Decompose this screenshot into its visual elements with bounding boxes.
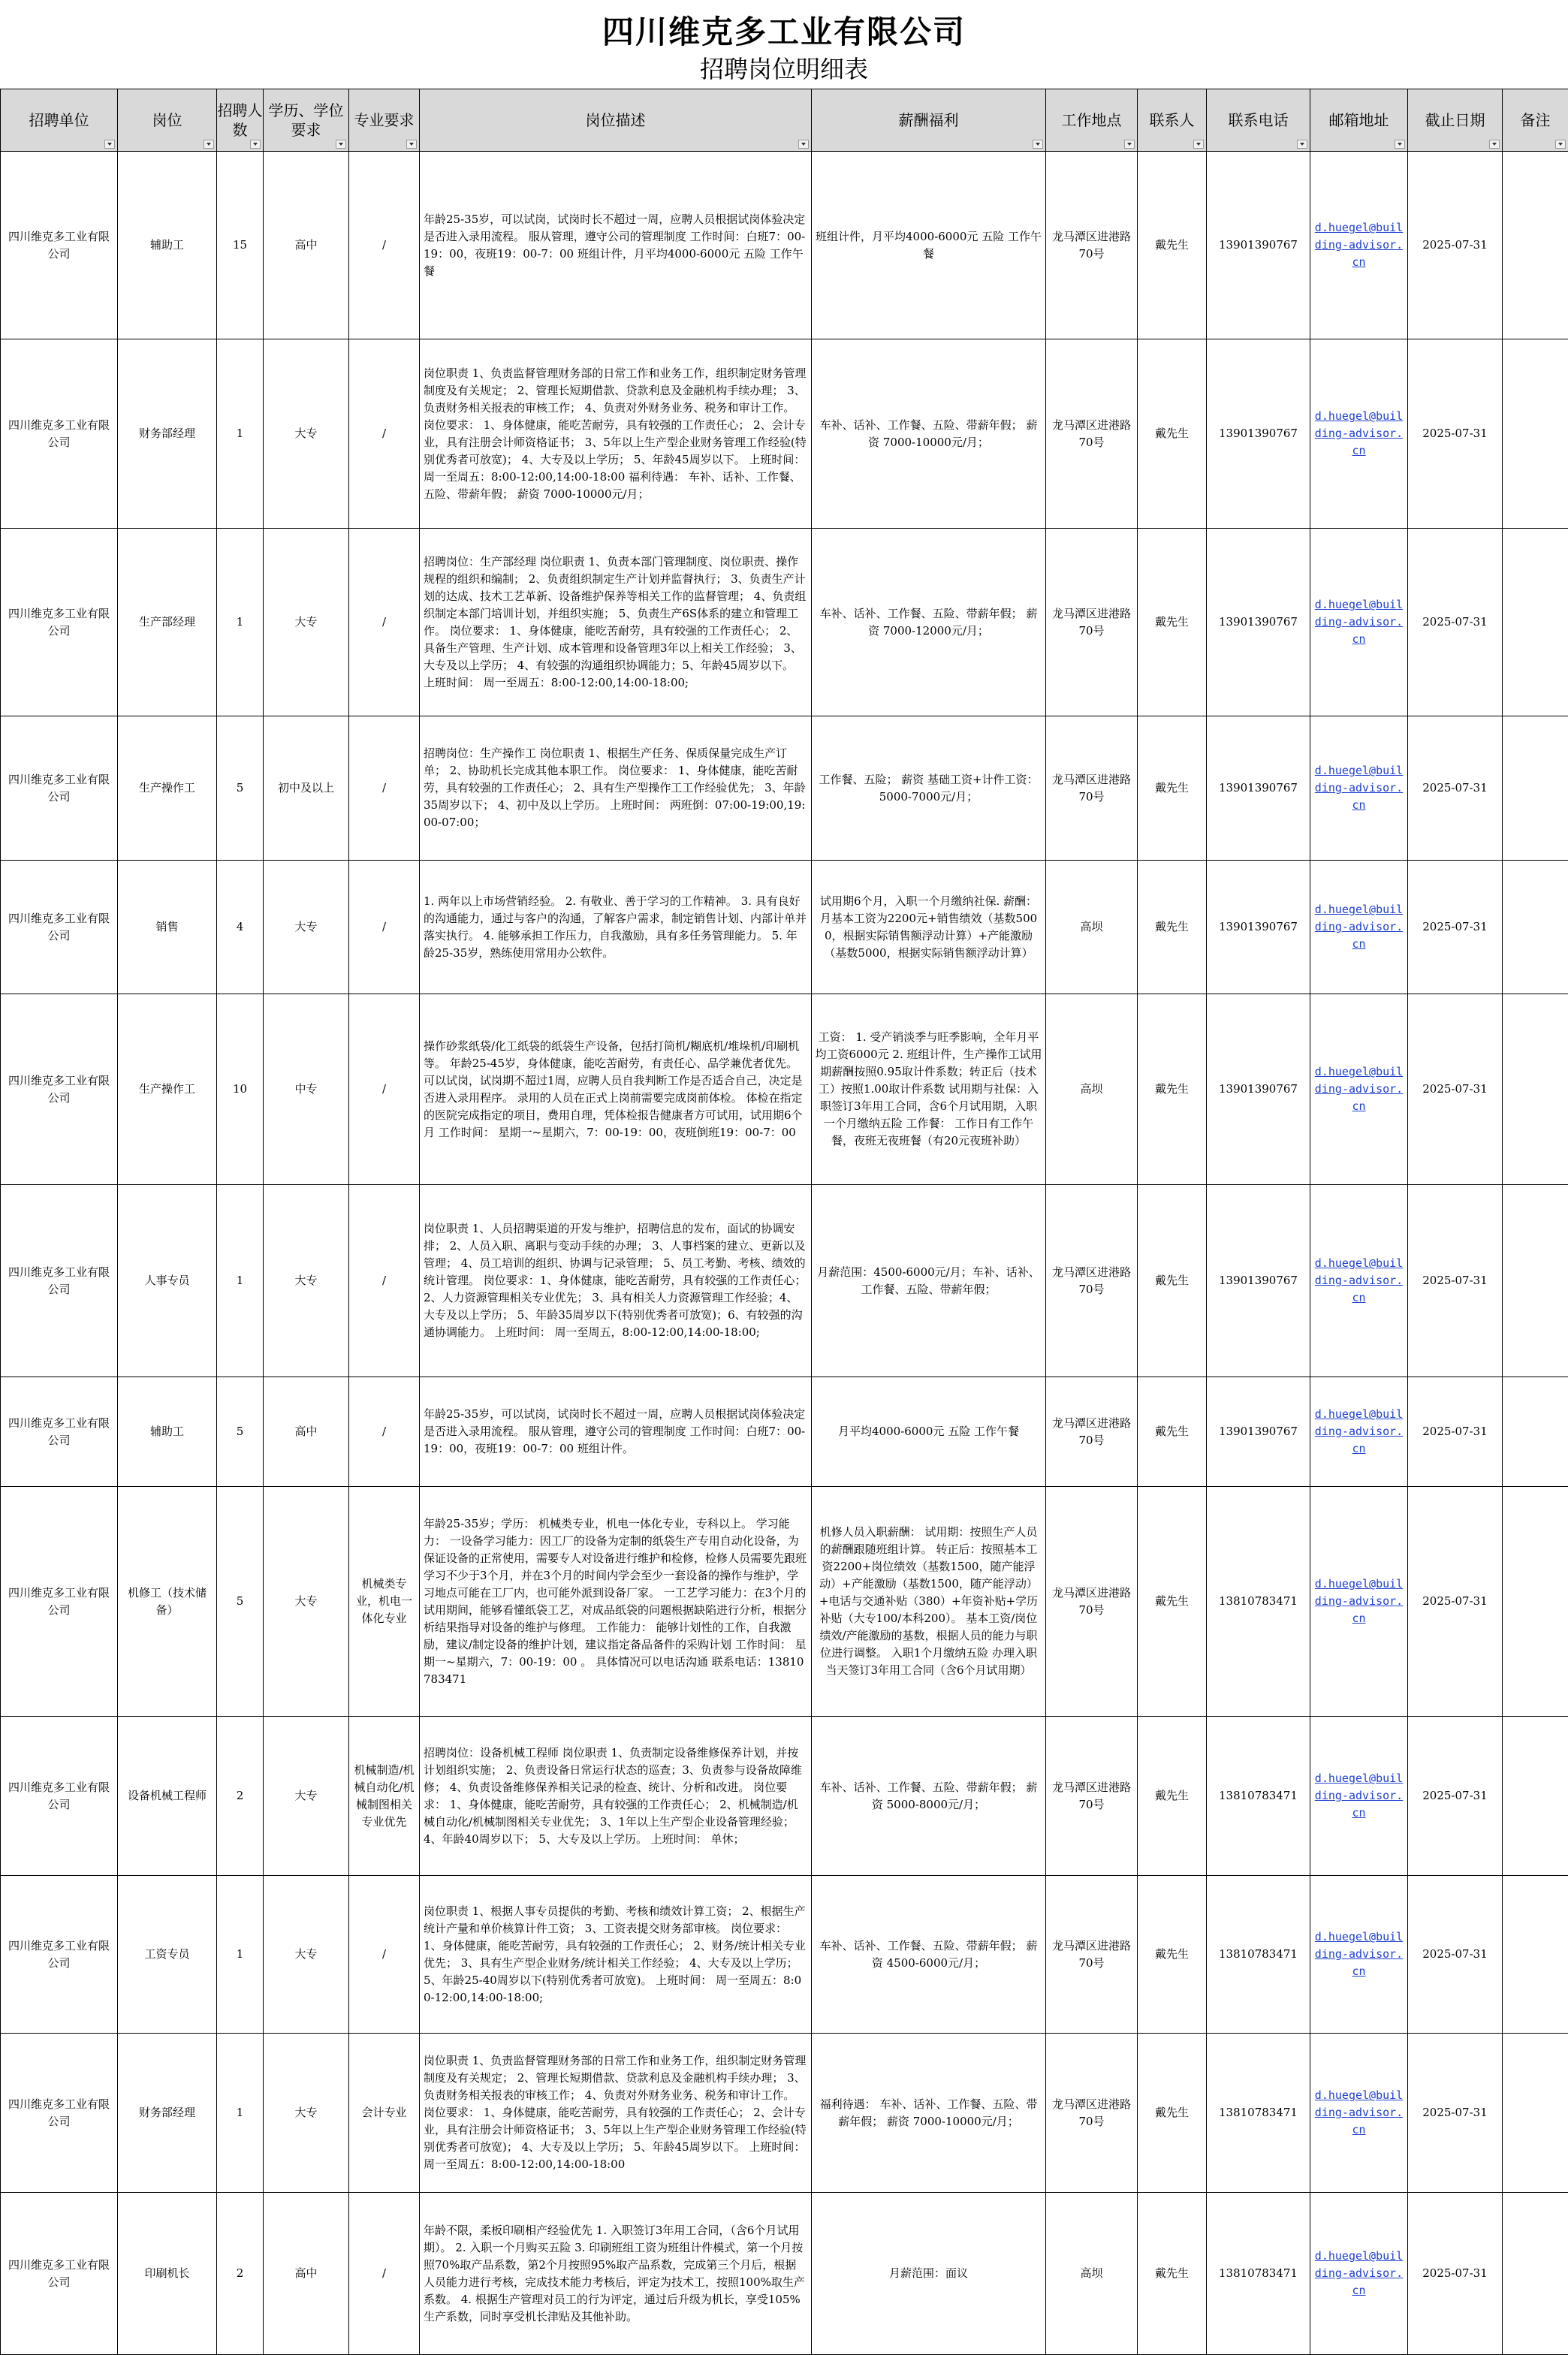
location-cell[interactable]: 龙马潭区进港路70号 [1046, 2034, 1138, 2193]
table-row [1, 994, 1568, 1185]
column-header-description[interactable] [420, 89, 812, 152]
location-cell[interactable]: 龙马潭区进港路70号 [1046, 152, 1138, 339]
description-cell[interactable]: 操作砂浆纸袋/化工纸袋的纸袋生产设备，包括打筒机/糊底机/堆垛机/印刷机等。 年龄25-45岁，身体健康，能吃苦耐劳，有责任心、品学兼优者优先。 可以试岗，试岗期不超过1周，应聘人员自我判断工作是否适合自己，决定是否进入录用程序。 录用的人员在正式上岗前需要完成岗前体检。 体检在指定的医院完成指定的项目，费用自理，凭体检报告健康者方可试用，试用期6个月 工作时间： 星期一~星期六，7：00-19：00，夜班倒班19：00-7：00 [420, 994, 812, 1185]
table-row [1, 152, 1568, 339]
table-row [1, 1377, 1568, 1487]
column-header-major[interactable] [349, 89, 420, 152]
salary-cell[interactable]: 月平均4000-6000元 五险 工作午餐 [812, 1377, 1046, 1487]
email-cell[interactable] [1310, 529, 1408, 716]
column-header-count[interactable] [217, 89, 264, 152]
column-header-label: 工作地点 [1062, 111, 1122, 129]
description-cell[interactable]: 招聘岗位：生产操作工 岗位职责 1、根据生产任务、保质保量完成生产订单； 2、协助机长完成其他本职工作。 岗位要求： 1、身体健康，能吃苦耐劳，具有较强的工作责任心； 2、具有生产型操作工工作经验优先； 3、年龄35周岁以下； 4、初中及以上学历。 上班时间： 两班倒：07:00-19:00,19:00-07:00； [420, 716, 812, 861]
column-header-position[interactable] [118, 89, 217, 152]
column-header-unit[interactable] [1, 89, 118, 152]
unit-cell[interactable]: 四川维克多工业有限公司 [1, 1717, 118, 1876]
description-cell[interactable]: 岗位职责 1、根据人事专员提供的考勤、考核和绩效计算工资； 2、根据生产统计产量和单价核算计件工资； 3、工资表提交财务部审核。 岗位要求： 1、身体健康，能吃苦耐劳，具有较强的工作责任心； 2、财务/统计相关专业优先； 3、具有生产型企业财务/统计相关工作经验； 4、大专及以上学历； 5、年龄25-40周岁以下(特别优秀者可放宽)。 上班时间： 周一至周五：8:00-12:00,14:00-18:00; [420, 1876, 812, 2034]
major-cell[interactable]: / [349, 152, 420, 339]
deadline-cell[interactable]: 2025-07-31 [1408, 994, 1503, 1185]
location-cell[interactable]: 龙马潭区进港路70号 [1046, 1487, 1138, 1717]
location-cell[interactable]: 龙马潭区进港路70号 [1046, 1717, 1138, 1876]
email-cell[interactable] [1310, 1487, 1408, 1717]
note-cell[interactable] [1503, 2034, 1568, 2193]
contact-cell[interactable]: 戴先生 [1138, 1717, 1207, 1876]
email-cell[interactable] [1310, 339, 1408, 529]
deadline-cell[interactable]: 2025-07-31 [1408, 861, 1503, 994]
salary-cell[interactable]: 班组计件，月平均4000-6000元 五险 工作午餐 [812, 152, 1046, 339]
count-cell[interactable]: 2 [217, 1717, 264, 1876]
email-cell[interactable] [1310, 716, 1408, 861]
deadline-cell[interactable]: 2025-07-31 [1408, 529, 1503, 716]
email-link[interactable]: d.huegel@building-advisor.cn [1315, 598, 1403, 646]
major-cell[interactable]: / [349, 994, 420, 1185]
unit-cell[interactable]: 四川维克多工业有限公司 [1, 2193, 118, 2355]
count-cell[interactable]: 5 [217, 1377, 264, 1487]
column-header-deadline[interactable] [1408, 89, 1503, 152]
deadline-cell[interactable]: 2025-07-31 [1408, 1717, 1503, 1876]
note-cell[interactable] [1503, 1185, 1568, 1377]
contact-cell[interactable]: 戴先生 [1138, 1185, 1207, 1377]
filter-dropdown-icon[interactable] [1555, 140, 1566, 149]
position-cell[interactable]: 人事专员 [118, 1185, 217, 1377]
education-cell[interactable]: 大专 [264, 339, 349, 529]
count-cell[interactable]: 10 [217, 994, 264, 1185]
description-cell[interactable]: 岗位职责 1、负责监督管理财务部的日常工作和业务工作，组织制定财务管理制度及有关规定； 2、管理长短期借款、贷款利息及金融机构手续办理； 3、负责财务相关报表的审核工作； 4、负责对外财务业务、税务和审计工作。 岗位要求： 1、身体健康，能吃苦耐劳，具有较强的工作责任心； 2、会计专业，具有注册会计师资格证书； 3、5年以上生产型企业财务管理工作经验(特别优秀者可放宽)； 4、大专及以上学历； 5、年龄45周岁以下。 上班时间： 周一至周五：8:00-12:00,14:00-18:00 福利待遇： 车补、话补、工作餐、五险、带薪年假； 薪资 7000-10000元/月； [420, 339, 812, 529]
salary-cell[interactable]: 工作餐、五险； 薪资 基础工资+计件工资： 5000-7000元/月； [812, 716, 1046, 861]
description-cell[interactable]: 年龄25-35岁，可以试岗，试岗时长不超过一周，应聘人员根据试岗体验决定是否进入录用流程。 服从管理，遵守公司的管理制度 工作时间：白班7：00-19：00，夜班19：00-7：00 班组计件，月平均4000-6000元 五险 工作午餐 [420, 152, 812, 339]
deadline-cell[interactable]: 2025-07-31 [1408, 1185, 1503, 1377]
description-cell[interactable]: 岗位职责 1、人员招聘渠道的开发与维护，招聘信息的发布，面试的协调安排； 2、人员入职、离职与变动手续的办理； 3、人事档案的建立、更新以及管理； 4、员工培训的组织、协调与记录管理； 5、员工考勤、考核、绩效的统计管理。 岗位要求：1、身体健康，能吃苦耐劳，具有较强的工作责任心； 2、人力资源管理相关专业优先； 3、具有相关人力资源管理工作经验；4、大专及以上学历； 5、年龄35周岁以下(特别优秀者可放宽)；6、有较强的沟通协调能力。 上班时间： 周一至周五，8:00-12:00,14:00-18:00; [420, 1185, 812, 1377]
salary-cell[interactable]: 月薪范围：4500-6000元/月；车补、话补、工作餐、五险、带薪年假； [812, 1185, 1046, 1377]
page-title: 四川维克多工业有限公司 [0, 14, 1568, 51]
column-header-label: 岗位描述 [586, 111, 646, 129]
email-link[interactable]: d.huegel@building-advisor.cn [1315, 1577, 1403, 1625]
column-header-label: 联系人 [1150, 111, 1195, 129]
job-table [0, 89, 1568, 2355]
filter-dropdown-icon[interactable] [798, 140, 809, 149]
count-cell[interactable]: 1 [217, 1185, 264, 1377]
unit-cell[interactable]: 四川维克多工业有限公司 [1, 716, 118, 861]
filter-dropdown-icon[interactable] [250, 140, 261, 149]
count-cell[interactable]: 1 [217, 529, 264, 716]
count-cell[interactable]: 2 [217, 2193, 264, 2355]
phone-cell[interactable]: 13901390767 [1207, 1185, 1310, 1377]
filter-dropdown-icon[interactable] [1489, 140, 1500, 149]
email-link[interactable]: d.huegel@building-advisor.cn [1315, 1930, 1403, 1978]
position-cell[interactable]: 辅助工 [118, 1377, 217, 1487]
salary-cell[interactable]: 试用期6个月，入职一个月缴纳社保. 薪酬： 月基本工资为2200元+销售绩效（基数5000，根据实际销售额浮动计算）+产能激励（基数5000，根据实际销售额浮动计算） [812, 861, 1046, 994]
contact-cell[interactable]: 戴先生 [1138, 1876, 1207, 2034]
filter-dropdown-icon[interactable] [1395, 140, 1405, 149]
location-cell[interactable]: 龙马潭区进港路70号 [1046, 716, 1138, 861]
column-header-label: 邮箱地址 [1329, 111, 1389, 129]
column-header-phone[interactable] [1207, 89, 1310, 152]
column-header-label: 截止日期 [1425, 111, 1485, 129]
position-cell[interactable]: 设备机械工程师 [118, 1717, 217, 1876]
location-cell[interactable]: 龙马潭区进港路70号 [1046, 529, 1138, 716]
column-header-label: 专业要求 [354, 111, 415, 129]
note-cell[interactable] [1503, 1487, 1568, 1717]
email-cell[interactable] [1310, 1717, 1408, 1876]
description-cell[interactable]: 年龄25-35岁；学历： 机械类专业，机电一体化专业，专科以上。 学习能力： 一设备学习能力：因工厂的设备为定制的纸袋生产专用自动化设备，为保证设备的正常使用，需要专人对设备进行维护和检修，检修人员需要先跟班学习不少于3个月，并在3个月的时间内学会至少一套设备的操作与维护，学习地点可能在工厂内，也可能外派到设备厂家。 一工艺学习能力：在3个月的试用期间，能够看懂纸袋工艺，对成品纸袋的问题根据缺陷进行分析，根据分析结果指导对设备的维护与修理。 工作能力： 能够计划性的工作，自我激励，建议/制定设备的维护计划，建议指定备品备件的采购计划 工作时间： 星期一~星期六，7：00-19：00 。 具体情况可以电话沟通 联系电话：13810783471 [420, 1487, 812, 1717]
column-header-salary[interactable] [812, 89, 1046, 152]
column-header-label: 岗位 [152, 111, 182, 129]
note-cell[interactable] [1503, 152, 1568, 339]
filter-dropdown-icon[interactable] [104, 140, 115, 149]
major-cell[interactable]: 机械制造/机械自动化/机械制图相关专业优先 [349, 1717, 420, 1876]
table-row [1, 1487, 1568, 1717]
email-cell[interactable] [1310, 1185, 1408, 1377]
contact-cell[interactable]: 戴先生 [1138, 2034, 1207, 2193]
column-header-contact[interactable] [1138, 89, 1207, 152]
count-cell[interactable]: 5 [217, 1487, 264, 1717]
contact-cell[interactable]: 戴先生 [1138, 994, 1207, 1185]
filter-dropdown-icon[interactable] [406, 140, 417, 149]
table-row [1, 861, 1568, 994]
phone-cell[interactable]: 13901390767 [1207, 529, 1310, 716]
salary-cell[interactable]: 月薪范围：面议 [812, 2193, 1046, 2355]
description-cell[interactable]: 1. 两年以上市场营销经验。 2. 有敬业、善于学习的工作精神。 3. 具有良好的沟通能力，通过与客户的沟通，了解客户需求，制定销售计划、内部计单并落实执行。 4. 能够承担工作压力，自我激励，具有多任务管理能力。 5. 年龄25-35岁，熟练使用常用办公软件。 [420, 861, 812, 994]
education-cell[interactable]: 大专 [264, 1717, 349, 1876]
column-header-label: 备注 [1521, 111, 1551, 129]
unit-cell[interactable]: 四川维克多工业有限公司 [1, 152, 118, 339]
salary-cell[interactable]: 工资： 1. 受产销淡季与旺季影响，全年月平均工资6000元 2. 班组计件，生产操作工试用期薪酬按照0.95取计件系数；转正后（技术工）按照1.00取计件系数 试用期与社保：入职签订3年用工合同，含6个月试用期，入职一个月缴纳五险 工作餐： 工作日有工作午餐，夜班无夜班餐（有20元夜班补助） [812, 994, 1046, 1185]
education-cell[interactable]: 大专 [264, 1876, 349, 2034]
contact-cell[interactable]: 戴先生 [1138, 1487, 1207, 1717]
education-cell[interactable]: 中专 [264, 994, 349, 1185]
location-cell[interactable]: 高坝 [1046, 2193, 1138, 2355]
unit-cell[interactable]: 四川维克多工业有限公司 [1, 1185, 118, 1377]
phone-cell[interactable]: 13810783471 [1207, 2034, 1310, 2193]
phone-cell[interactable]: 13901390767 [1207, 716, 1310, 861]
contact-cell[interactable]: 戴先生 [1138, 716, 1207, 861]
note-cell[interactable] [1503, 861, 1568, 994]
note-cell[interactable] [1503, 2193, 1568, 2355]
table-row [1, 716, 1568, 861]
education-cell[interactable]: 大专 [264, 1487, 349, 1717]
email-link[interactable]: d.huegel@building-advisor.cn [1315, 221, 1403, 269]
unit-cell[interactable]: 四川维克多工业有限公司 [1, 861, 118, 994]
table-row [1, 1717, 1568, 1876]
unit-cell[interactable]: 四川维克多工业有限公司 [1, 2034, 118, 2193]
email-link[interactable]: d.huegel@building-advisor.cn [1315, 1772, 1403, 1820]
email-link[interactable]: d.huegel@building-advisor.cn [1315, 2088, 1403, 2136]
salary-cell[interactable]: 福利待遇： 车补、话补、工作餐、五险、带薪年假； 薪资 7000-10000元/月； [812, 2034, 1046, 2193]
description-cell[interactable]: 招聘岗位：设备机械工程师 岗位职责 1、负责制定设备维修保养计划，并按计划组织实施； 2、负责设备日常运行状态的巡查；3、负责参与设备故障维修； 4、负责设备维修保养相关记录的检查、统计、分析和改进。 岗位要求： 1、身体健康，能吃苦耐劳，具有较强的工作责任心； 2、机械制造/机械自动化/机械制图相关专业优先； 3、1年以上生产型企业设备管理经验； 4、年龄40周岁以下； 5、大专及以上学历。 上班时间： 单休； [420, 1717, 812, 1876]
table-row [1, 2193, 1568, 2355]
column-header-label: 学历、学位要求 [269, 101, 344, 139]
email-cell[interactable] [1310, 861, 1408, 994]
deadline-cell[interactable]: 2025-07-31 [1408, 2193, 1503, 2355]
salary-cell[interactable]: 机修人员入职薪酬： 试用期：按照生产人员的薪酬跟随班组计算。 转正后：按照基本工资2200+岗位绩效（基数1500，随产能浮动）+产能激励（基数1500，随产能浮动）+电话与交通补贴（380）+年资补贴+学历补贴（大专100/本科200）。 基本工资/岗位绩效/产能激励的基数，根据人员的能力与职位进行调整。 入职1个月缴纳五险 办理入职当天签订3年用工合同（含6个月试用期） [812, 1487, 1046, 1717]
phone-cell[interactable]: 13901390767 [1207, 339, 1310, 529]
unit-cell[interactable]: 四川维克多工业有限公司 [1, 1876, 118, 2034]
email-link[interactable]: d.huegel@building-advisor.cn [1315, 1256, 1403, 1304]
column-header-email[interactable] [1310, 89, 1408, 152]
count-cell[interactable]: 1 [217, 2034, 264, 2193]
filter-dropdown-icon[interactable] [1033, 140, 1043, 149]
email-cell[interactable] [1310, 1377, 1408, 1487]
table-row [1, 529, 1568, 716]
phone-cell[interactable]: 13810783471 [1207, 2193, 1310, 2355]
salary-cell[interactable]: 车补、话补、工作餐、五险、带薪年假； 薪资 5000-8000元/月； [812, 1717, 1046, 1876]
unit-cell[interactable]: 四川维克多工业有限公司 [1, 1487, 118, 1717]
education-cell[interactable]: 大专 [264, 1185, 349, 1377]
email-link[interactable]: d.huegel@building-advisor.cn [1315, 1407, 1403, 1455]
table-row [1, 2034, 1568, 2193]
email-link[interactable]: d.huegel@building-advisor.cn [1315, 409, 1403, 457]
email-cell[interactable] [1310, 2193, 1408, 2355]
phone-cell[interactable]: 13901390767 [1207, 861, 1310, 994]
deadline-cell[interactable]: 2025-07-31 [1408, 2034, 1503, 2193]
phone-cell[interactable]: 13810783471 [1207, 1876, 1310, 2034]
column-header-education[interactable] [264, 89, 349, 152]
column-header-label: 招聘单位 [29, 111, 89, 129]
filter-dropdown-icon[interactable] [1297, 140, 1307, 149]
phone-cell[interactable]: 13901390767 [1207, 152, 1310, 339]
contact-cell[interactable]: 戴先生 [1138, 2193, 1207, 2355]
deadline-cell[interactable]: 2025-07-31 [1408, 716, 1503, 861]
education-cell[interactable]: 高中 [264, 152, 349, 339]
note-cell[interactable] [1503, 994, 1568, 1185]
count-cell[interactable]: 15 [217, 152, 264, 339]
deadline-cell[interactable]: 2025-07-31 [1408, 1487, 1503, 1717]
column-header-label: 薪酬福利 [899, 111, 959, 129]
phone-cell[interactable]: 13810783471 [1207, 1717, 1310, 1876]
email-cell[interactable] [1310, 2034, 1408, 2193]
major-cell[interactable]: / [349, 1876, 420, 2034]
position-cell[interactable]: 财务部经理 [118, 339, 217, 529]
major-cell[interactable]: 机械类专业，机电一体化专业 [349, 1487, 420, 1717]
major-cell[interactable]: / [349, 861, 420, 994]
column-header-label: 联系电话 [1229, 111, 1289, 129]
position-cell[interactable]: 印刷机长 [118, 2193, 217, 2355]
table-body [1, 152, 1568, 2355]
phone-cell[interactable]: 13810783471 [1207, 1487, 1310, 1717]
contact-cell[interactable]: 戴先生 [1138, 1377, 1207, 1487]
description-cell[interactable]: 招聘岗位：生产部经理 岗位职责 1、负责本部门管理制度、岗位职责、操作规程的组织和编制； 2、负责组织制定生产计划并监督执行； 3、负责生产计划的达成、技术工艺革新、设备维护保养等相关工作的监督管理； 4、负责组织制定本部门培训计划，并组织实施； 5、负责生产6S体系的建立和管理工作。 岗位要求： 1、身体健康，能吃苦耐劳，具有较强的工作责任心； 2、具备生产管理、生产计划、成本管理和设备管理3年以上相关工作经验； 3、大专及以上学历； 4、有较强的沟通组织协调能力；5、年龄45周岁以下。 上班时间： 周一至周五：8:00-12:00,14:00-18:00; [420, 529, 812, 716]
unit-cell[interactable]: 四川维克多工业有限公司 [1, 1377, 118, 1487]
table-row [1, 1876, 1568, 2034]
education-cell[interactable]: 高中 [264, 2193, 349, 2355]
salary-cell[interactable]: 车补、话补、工作餐、五险、带薪年假； 薪资 7000-12000元/月； [812, 529, 1046, 716]
column-header-note[interactable] [1503, 89, 1568, 152]
location-cell[interactable]: 高坝 [1046, 994, 1138, 1185]
contact-cell[interactable]: 戴先生 [1138, 152, 1207, 339]
filter-dropdown-icon[interactable] [204, 140, 214, 149]
note-cell[interactable] [1503, 529, 1568, 716]
major-cell[interactable]: / [349, 716, 420, 861]
position-cell[interactable]: 机修工（技术储备） [118, 1487, 217, 1717]
header-row [1, 89, 1568, 152]
deadline-cell[interactable]: 2025-07-31 [1408, 152, 1503, 339]
description-cell[interactable]: 年龄25-35岁，可以试岗，试岗时长不超过一周，应聘人员根据试岗体验决定是否进入录用流程。 服从管理，遵守公司的管理制度 工作时间：白班7：00-19：00，夜班19：00-7：00 班组计件。 [420, 1377, 812, 1487]
unit-cell[interactable]: 四川维克多工业有限公司 [1, 529, 118, 716]
description-cell[interactable]: 年龄不限，柔板印刷相产经验优先 1. 入职签订3年用工合同，（含6个月试用期）。 2. 入职一个月购买五险 3. 印刷班组工资为班组计件模式，第一个月按照70%取产品系数，第2个月按照95%取产品系数，完成第三个月后，根据人员能力进行考核，完成技术能力考核后，评定为技术工，按照100%取生产系数。 4. 根据生产管理对员工的行为评定，通过后升级为机长，享受105%生产系数，同时享受机长津贴及其他补助。 [420, 2193, 812, 2355]
major-cell[interactable]: / [349, 1185, 420, 1377]
unit-cell[interactable]: 四川维克多工业有限公司 [1, 994, 118, 1185]
note-cell[interactable] [1503, 1377, 1568, 1487]
filter-dropdown-icon[interactable] [1193, 140, 1204, 149]
column-header-location[interactable] [1046, 89, 1138, 152]
note-cell[interactable] [1503, 1717, 1568, 1876]
email-link[interactable]: d.huegel@building-advisor.cn [1315, 764, 1403, 812]
contact-cell[interactable]: 戴先生 [1138, 861, 1207, 994]
table-row [1, 339, 1568, 529]
location-cell[interactable]: 龙马潭区进港路70号 [1046, 1377, 1138, 1487]
education-cell[interactable]: 大专 [264, 529, 349, 716]
location-cell[interactable]: 高坝 [1046, 861, 1138, 994]
deadline-cell[interactable]: 2025-07-31 [1408, 1377, 1503, 1487]
email-link[interactable]: d.huegel@building-advisor.cn [1315, 903, 1403, 951]
education-cell[interactable]: 大专 [264, 861, 349, 994]
location-cell[interactable]: 龙马潭区进港路70号 [1046, 1876, 1138, 2034]
count-cell[interactable]: 1 [217, 339, 264, 529]
phone-cell[interactable]: 13901390767 [1207, 1377, 1310, 1487]
note-cell[interactable] [1503, 716, 1568, 861]
email-cell[interactable] [1310, 994, 1408, 1185]
education-cell[interactable]: 高中 [264, 1377, 349, 1487]
location-cell[interactable]: 龙马潭区进港路70号 [1046, 1185, 1138, 1377]
phone-cell[interactable]: 13901390767 [1207, 994, 1310, 1185]
position-cell[interactable]: 财务部经理 [118, 2034, 217, 2193]
count-cell[interactable]: 5 [217, 716, 264, 861]
salary-cell[interactable]: 车补、话补、工作餐、五险、带薪年假； 薪资 4500-6000元/月； [812, 1876, 1046, 2034]
major-cell[interactable]: 会计专业 [349, 2034, 420, 2193]
position-cell[interactable]: 生产部经理 [118, 529, 217, 716]
contact-cell[interactable]: 戴先生 [1138, 529, 1207, 716]
column-header-label: 招聘人数 [218, 101, 263, 139]
major-cell[interactable]: / [349, 529, 420, 716]
position-cell[interactable]: 工资专员 [118, 1876, 217, 2034]
major-cell[interactable]: / [349, 1377, 420, 1487]
position-cell[interactable]: 生产操作工 [118, 994, 217, 1185]
email-cell[interactable] [1310, 152, 1408, 339]
count-cell[interactable]: 4 [217, 861, 264, 994]
note-cell[interactable] [1503, 339, 1568, 529]
position-cell[interactable]: 辅助工 [118, 152, 217, 339]
filter-dropdown-icon[interactable] [336, 140, 346, 149]
note-cell[interactable] [1503, 1876, 1568, 2034]
contact-cell[interactable]: 戴先生 [1138, 339, 1207, 529]
position-cell[interactable]: 销售 [118, 861, 217, 994]
salary-cell[interactable]: 车补、话补、工作餐、五险、带薪年假； 薪资 7000-10000元/月； [812, 339, 1046, 529]
position-cell[interactable]: 生产操作工 [118, 716, 217, 861]
description-cell[interactable]: 岗位职责 1、负责监督管理财务部的日常工作和业务工作，组织制定财务管理制度及有关规定； 2、管理长短期借款、贷款利息及金融机构手续办理； 3、负责财务相关报表的审核工作； 4、负责对外财务业务、税务和审计工作。 岗位要求： 1、身体健康，能吃苦耐劳，具有较强的工作责任心； 2、会计专业，具有注册会计师资格证书； 3、5年以上生产型企业财务管理工作经验(特别优秀者可放宽)； 4、大专及以上学历； 5、年龄45周岁以下。 上班时间： 周一至周五：8:00-12:00,14:00-18:00 [420, 2034, 812, 2193]
education-cell[interactable]: 初中及以上 [264, 716, 349, 861]
email-link[interactable]: d.huegel@building-advisor.cn [1315, 1065, 1403, 1113]
major-cell[interactable]: / [349, 339, 420, 529]
count-cell[interactable]: 1 [217, 1876, 264, 2034]
email-link[interactable]: d.huegel@building-advisor.cn [1315, 2249, 1403, 2297]
major-cell[interactable]: / [349, 2193, 420, 2355]
deadline-cell[interactable]: 2025-07-31 [1408, 339, 1503, 529]
location-cell[interactable]: 龙马潭区进港路70号 [1046, 339, 1138, 529]
education-cell[interactable]: 大专 [264, 2034, 349, 2193]
deadline-cell[interactable]: 2025-07-31 [1408, 1876, 1503, 2034]
filter-dropdown-icon[interactable] [1124, 140, 1135, 149]
email-cell[interactable] [1310, 1876, 1408, 2034]
table-row [1, 1185, 1568, 1377]
unit-cell[interactable]: 四川维克多工业有限公司 [1, 339, 118, 529]
page-subtitle: 招聘岗位明细表 [0, 53, 1568, 86]
